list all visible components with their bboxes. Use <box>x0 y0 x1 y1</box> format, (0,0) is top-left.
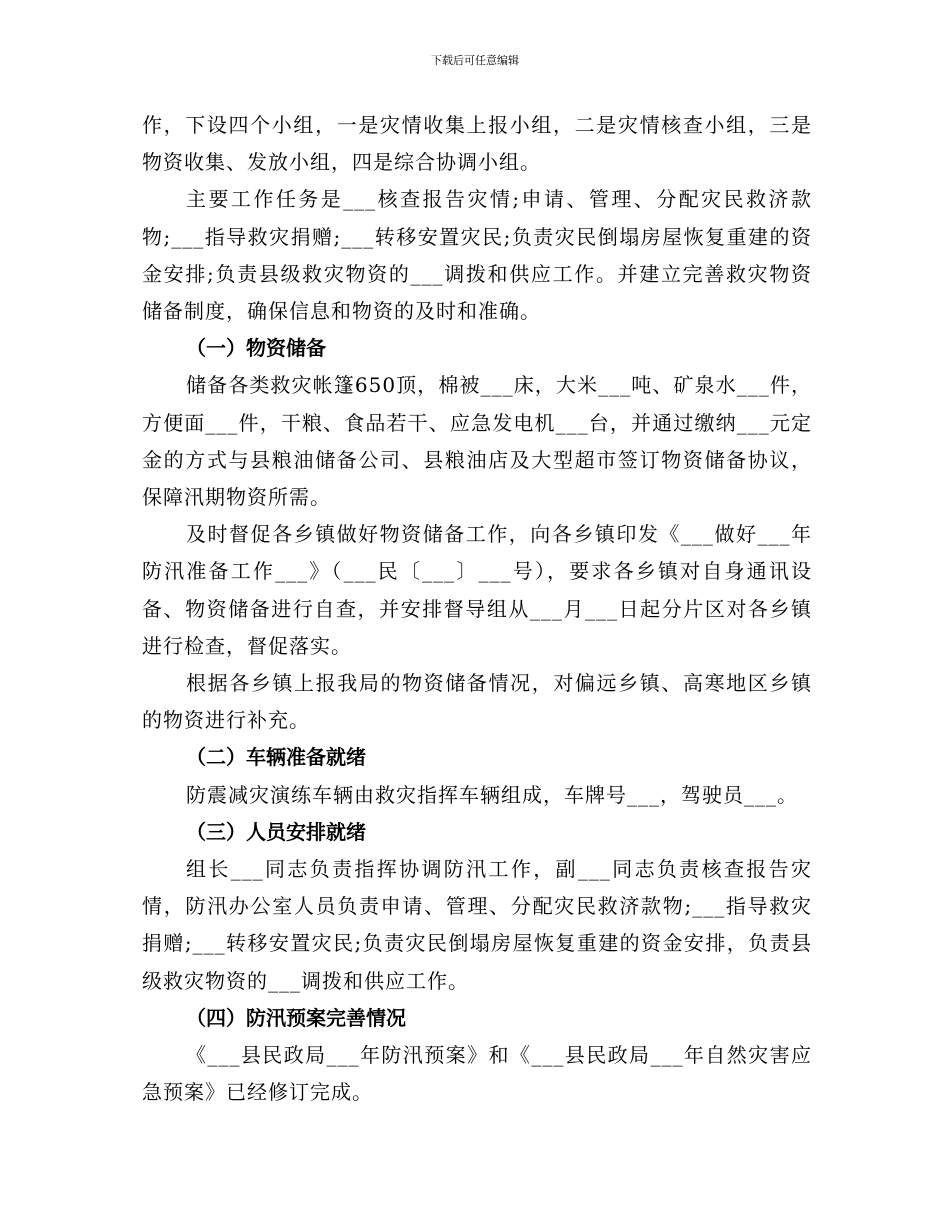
paragraph-personnel: 组长___同志负责指挥协调防汛工作，副___同志负责核查报告灾情，防汛办公室人员负责申请、管理、分配灾民救济款物;___指导救灾捐赠;___转移安置灾民;负责灾民倒塌房屋恢复重建的资金安排，负责县级救灾物资的___调拨和供应工作。 <box>142 857 812 993</box>
section-heading-plans: （四）防汛预案完善情况 <box>186 1005 406 1030</box>
section-heading-vehicles: （二）车辆准备就绪 <box>186 745 366 770</box>
section-heading-material-reserve: （一）物资储备 <box>186 336 326 361</box>
page-header: 下载后可任意编辑 <box>431 54 519 67</box>
paragraph-reserve-items: 储备各类救灾帐篷650顶，棉被___床，大米___吨、矿泉水___件，方便面___件，干粮、食品若干、应急发电机___台，并通过缴纳___元定金的方式与县粮油储备公司、县粮油店及大型超市签订物资储备协议，保障汛期物资所需。 <box>142 373 812 510</box>
paragraph-supplement: 根据各乡镇上报我局的物资储备情况，对偏远乡镇、高寒地区乡镇的物资进行补充。 <box>142 671 812 733</box>
paragraph-main-tasks: 主要工作任务是___核查报告灾情;申请、管理、分配灾民救济款物;___指导救灾捐赠;___转移安置灾民;负责灾民倒塌房屋恢复重建的资金安排;负责县级救灾物资的___调拨和供应工作。并建立完善救灾物资储备制度，确保信息和物资的及时和准确。 <box>142 187 812 324</box>
paragraph-supervision: 及时督促各乡镇做好物资储备工作，向各乡镇印发《___做好___年防汛准备工作___》（___民〔___〕___号），要求各乡镇对自身通讯设备、物资储备进行自查，并安排督导组从___月___日起分片区对各乡镇进行检查，督促落实。 <box>142 522 812 658</box>
document-body <box>142 107 812 1111</box>
paragraph-vehicles: 防震减灾演练车辆由救灾指挥车辆组成，车牌号___，驾驶员___。 <box>186 782 798 807</box>
paragraph-work-groups: 作，下设四个小组，一是灾情收集上报小组，二是灾情核查小组，三是物资收集、发放小组，四是综合协调小组。 <box>142 113 812 175</box>
section-heading-personnel: （三）人员安排就绪 <box>186 819 366 844</box>
paragraph-plans: 《___县民政局___年防汛预案》和《___县民政局___年自然灾害应急预案》已经修订完成。 <box>142 1043 812 1105</box>
